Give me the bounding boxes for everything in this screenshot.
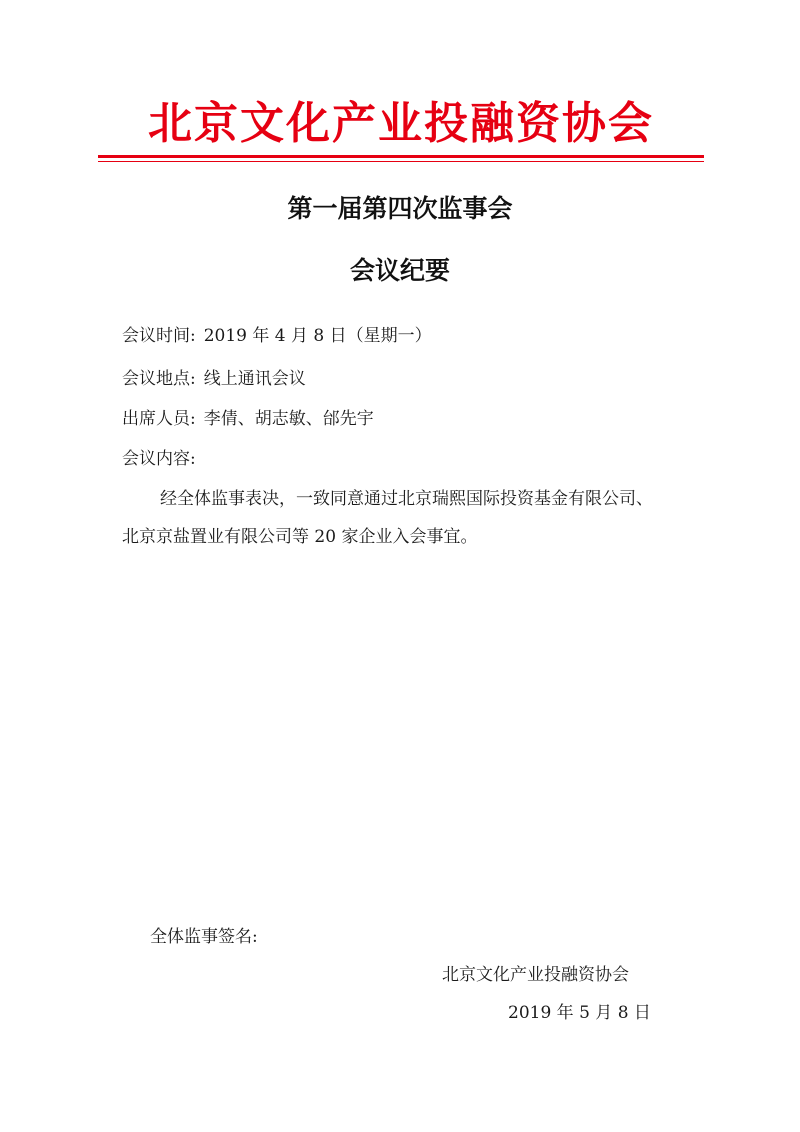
document-title-line1: 第一届第四次监事会 — [287, 194, 513, 223]
header-red-rule-thin — [98, 161, 704, 162]
signature-label: 全体监事签名: — [150, 927, 258, 947]
signature-date: 2019 年 5 月 8 日 — [508, 1003, 651, 1023]
signature-organization: 北京文化产业投融资协会 — [442, 965, 629, 985]
attendees-value: 李倩、胡志敏、邰先宇 — [203, 409, 374, 429]
attendees-label: 出席人员: — [122, 409, 196, 429]
meeting-place-label: 会议地点: — [122, 369, 196, 389]
meeting-place-value: 线上通讯会议 — [203, 369, 306, 389]
meeting-time-row — [122, 324, 432, 348]
meeting-content-label: 会议内容: — [122, 449, 196, 469]
meeting-time-value: 2019 年 4 月 8 日（星期一） — [203, 326, 432, 346]
meeting-content-row — [122, 447, 204, 471]
document-title-line2: 会议纪要 — [349, 256, 450, 285]
organization-header: 北京文化产业投融资协会 — [148, 98, 654, 149]
content-paragraph-line2: 北京京盐置业有限公司等 20 家企业入会事宜。 — [122, 527, 478, 547]
attendees-row — [122, 407, 374, 431]
content-paragraph-line1: 经全体监事表决，一致同意通过北京瑞熙国际投资基金有限公司、 — [160, 489, 653, 509]
header-red-rule-thick — [98, 155, 704, 158]
meeting-time-label: 会议时间: — [122, 326, 196, 346]
meeting-place-row — [122, 367, 306, 391]
